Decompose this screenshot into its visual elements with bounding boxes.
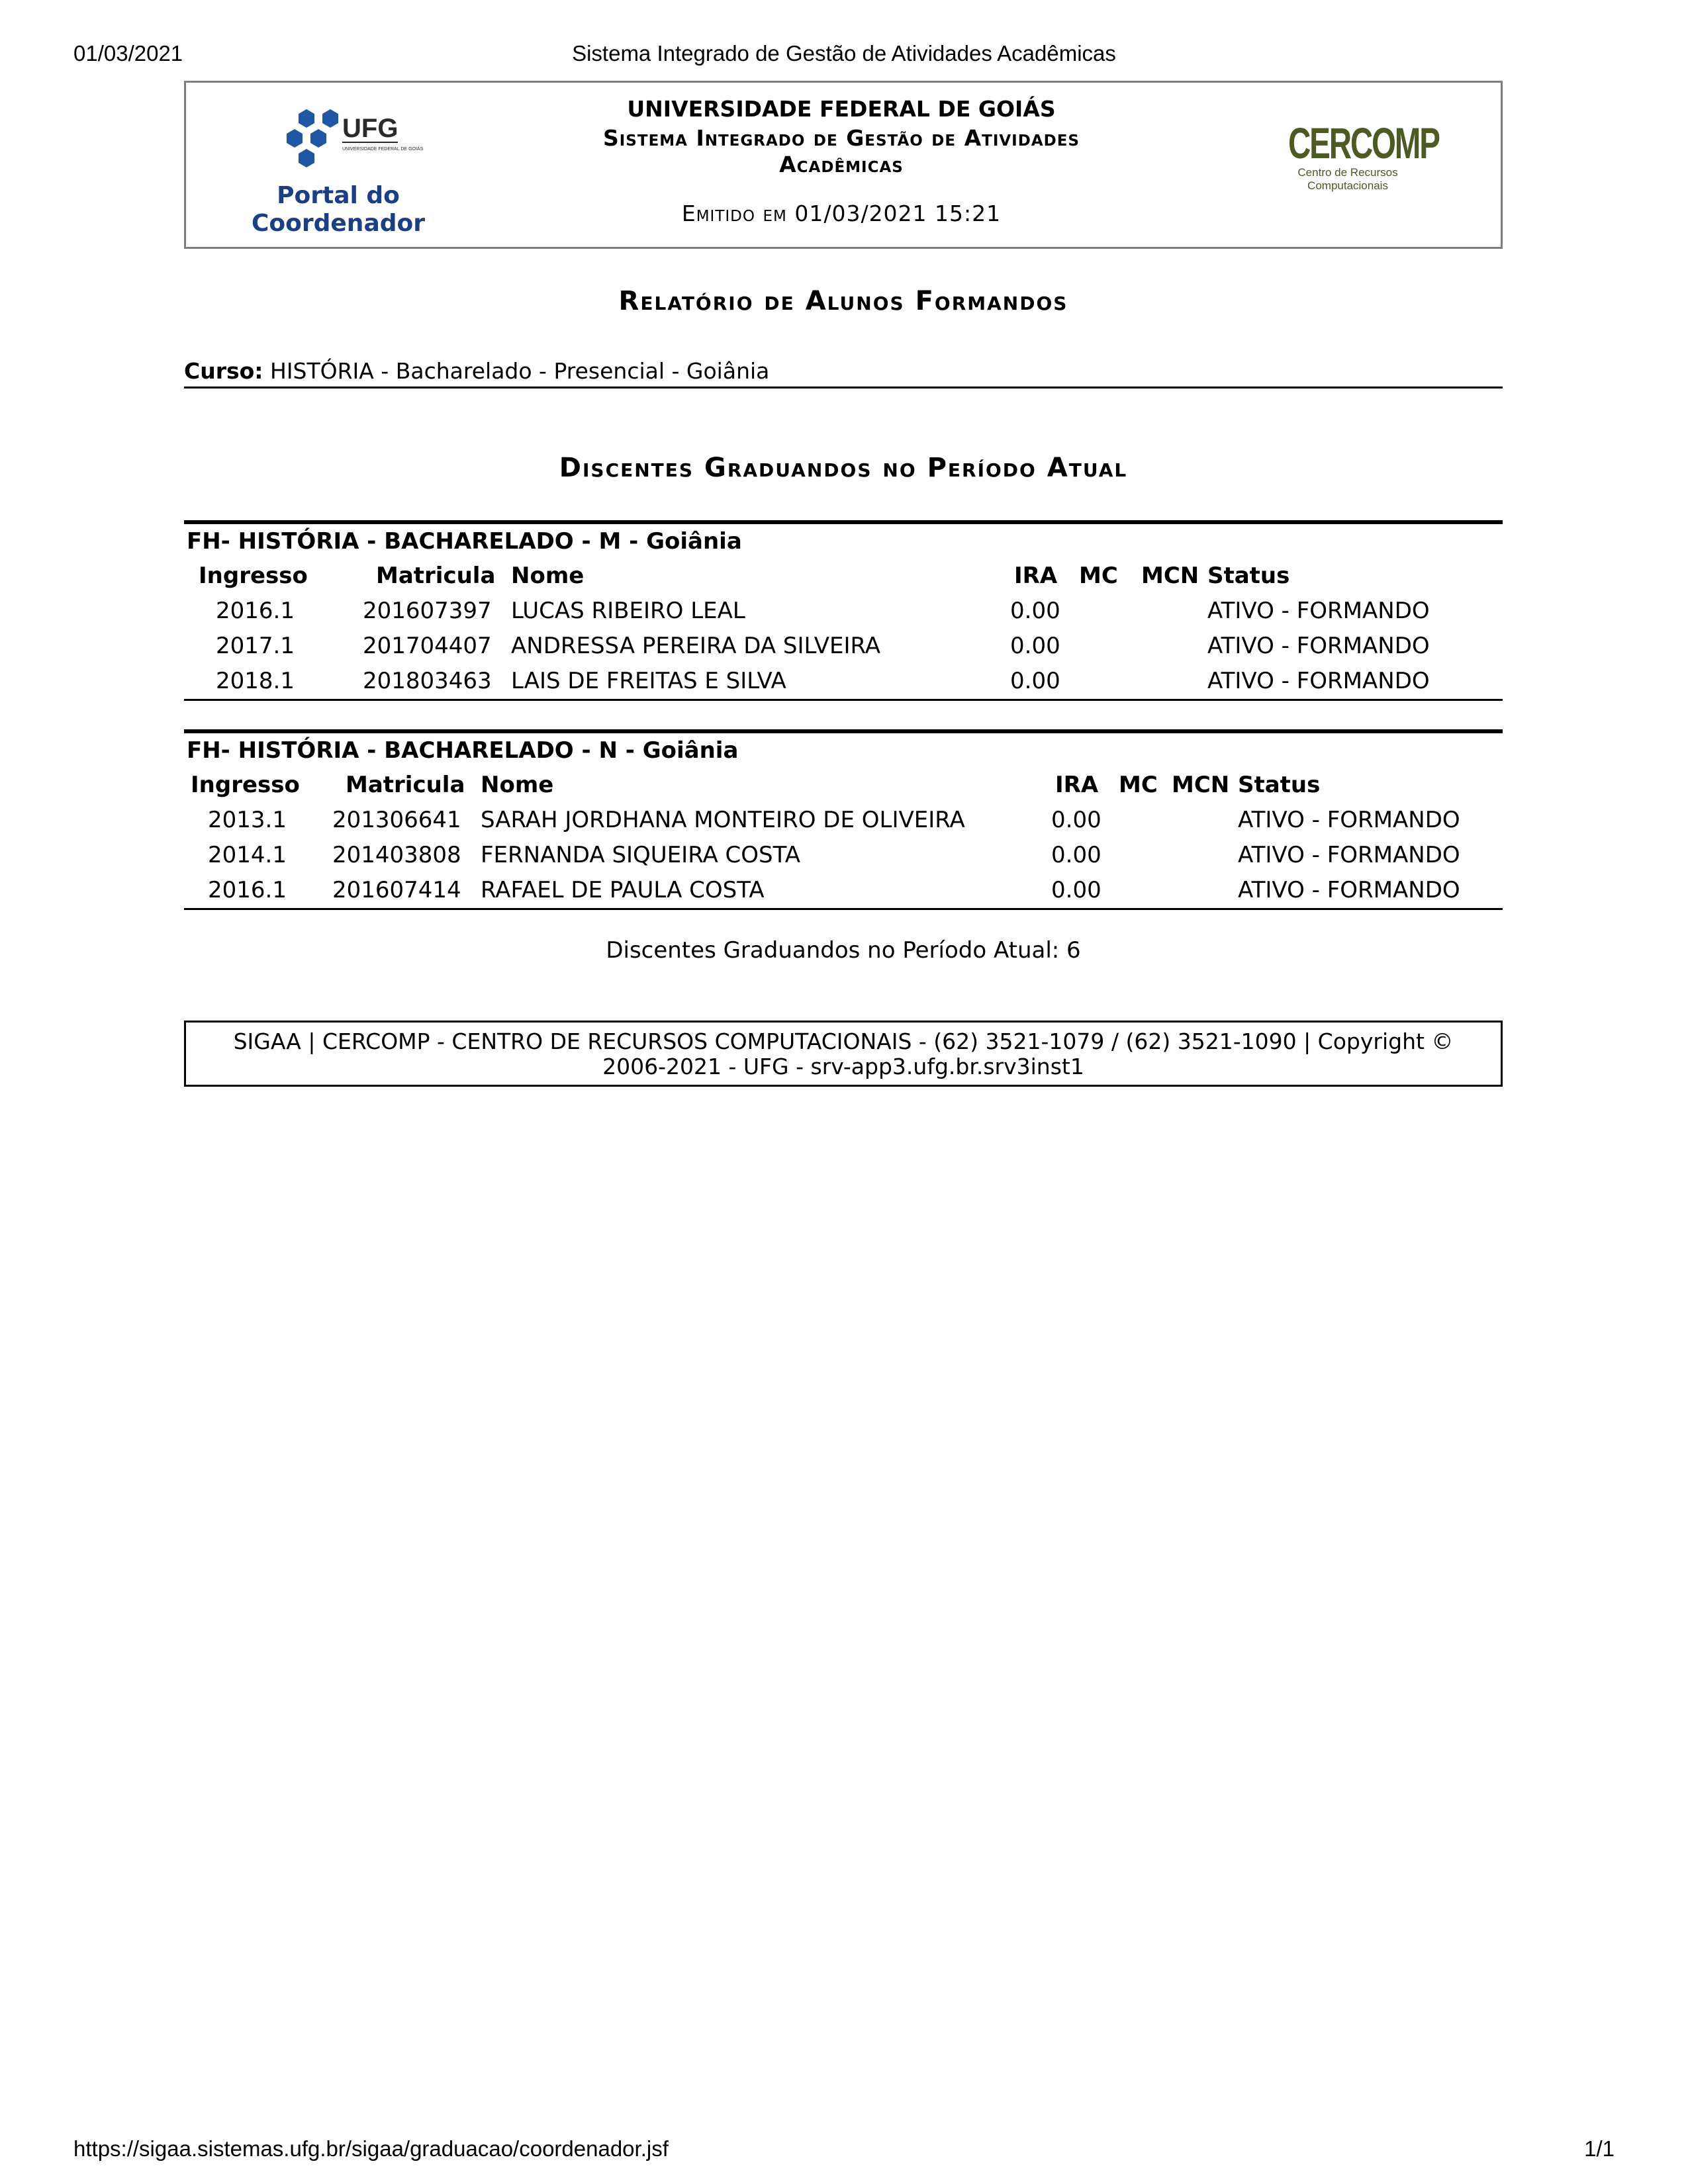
print-footer — [0, 2136, 1688, 2163]
cell-status: ATIVO - FORMANDO — [1207, 633, 1430, 659]
ufg-logo-text: UFG — [342, 114, 399, 143]
cell-ingresso: 2013.1 — [208, 807, 287, 833]
emitted-value: 01/03/2021 15:21 — [794, 201, 1002, 226]
portal-label — [226, 182, 451, 238]
print-page-number: 1/1 — [1584, 2136, 1615, 2161]
cell-matricula: 201607397 — [363, 598, 492, 624]
print-page-title: Sistema Integrado de Gestão de Atividades Acadêmicas — [572, 41, 1116, 66]
table-row — [184, 838, 1503, 873]
col-mc: MC — [1079, 563, 1118, 589]
col-mcn: MCN — [1141, 563, 1199, 589]
cell-ira: 0.00 — [1051, 807, 1102, 833]
cell-nome: LAIS DE FREITAS E SILVA — [511, 668, 786, 694]
table-row — [184, 873, 1503, 908]
footer-line1: SIGAA | CERCOMP - CENTRO DE RECURSOS COMPUTACIONAIS - (62) 3521-1079 / (62) 3521-1090 | Copyright © — [233, 1028, 1454, 1054]
cell-nome: RAFAEL DE PAULA COSTA — [481, 877, 765, 903]
report-title: Relatório de Alunos Formandos — [618, 286, 1068, 316]
col-ira: IRA — [1055, 772, 1099, 798]
cell-nome: FERNANDA SIQUEIRA COSTA — [481, 842, 800, 868]
emitted-date — [517, 201, 1166, 226]
cell-matricula: 201607414 — [332, 877, 461, 903]
cell-ingresso: 2016.1 — [216, 598, 295, 624]
cell-ingresso: 2017.1 — [216, 633, 295, 659]
table-row — [184, 594, 1503, 629]
cell-nome: LUCAS RIBEIRO LEAL — [511, 598, 745, 624]
graduates-summary: Discentes Graduandos no Período Atual: 6 — [606, 937, 1081, 964]
print-date: 01/03/2021 — [73, 41, 183, 66]
cell-status: ATIVO - FORMANDO — [1207, 598, 1430, 624]
cell-status: ATIVO - FORMANDO — [1238, 807, 1460, 833]
curso-line — [184, 356, 1503, 388]
cell-matricula: 201306641 — [332, 807, 461, 833]
ufg-logo-subtext: UNIVERSIDADE FEDERAL DE GOIÁS — [342, 147, 424, 152]
cercomp-logo — [1265, 118, 1439, 193]
system-line2: Acadêmicas — [779, 152, 904, 177]
emitted-label: Emitido em — [681, 201, 787, 226]
portal-line2: Coordenador — [251, 210, 425, 237]
table-row — [184, 664, 1503, 699]
cell-ira: 0.00 — [1010, 668, 1060, 694]
cell-status: ATIVO - FORMANDO — [1207, 668, 1430, 694]
group-table-n — [184, 729, 1503, 910]
cercomp-name: CERCOMP — [1288, 118, 1439, 167]
cell-matricula: 201403808 — [332, 842, 461, 868]
report-header-box — [184, 81, 1503, 249]
curso-label: Curso: — [184, 358, 263, 384]
table-header-row — [184, 768, 1503, 803]
footer-line2: 2006-2021 - UFG - srv-app3.ufg.br.srv3inst1 — [602, 1054, 1084, 1079]
cell-status: ATIVO - FORMANDO — [1238, 877, 1460, 903]
group-table-m — [184, 520, 1503, 701]
system-name — [517, 125, 1166, 178]
system-line1: Sistema Integrado de Gestão de Atividades — [602, 125, 1080, 151]
col-ira: IRA — [1014, 563, 1058, 589]
col-ingresso: Ingresso — [199, 563, 308, 589]
col-mc: MC — [1119, 772, 1158, 798]
cell-ira: 0.00 — [1051, 877, 1102, 903]
col-status: Status — [1207, 563, 1290, 589]
cell-ira: 0.00 — [1010, 598, 1060, 624]
cell-ingresso: 2016.1 — [208, 877, 287, 903]
col-status: Status — [1238, 772, 1321, 798]
col-ingresso: Ingresso — [191, 772, 300, 798]
cercomp-subtitle: Centro de Recursos Computacionais — [1297, 166, 1398, 192]
group-title: FH- HISTÓRIA - BACHARELADO - M - Goiânia — [187, 528, 742, 555]
ufg-logo — [279, 107, 424, 171]
cell-nome: SARAH JORDHANA MONTEIRO DE OLIVEIRA — [481, 807, 965, 833]
cell-ingresso: 2018.1 — [216, 668, 295, 694]
cell-ira: 0.00 — [1051, 842, 1102, 868]
sigaa-footer — [184, 1021, 1503, 1087]
print-url: https://sigaa.sistemas.ufg.br/sigaa/graduacao/coordenador.jsf — [73, 2136, 669, 2161]
col-matricula: Matricula — [376, 563, 496, 589]
curso-value: HISTÓRIA - Bacharelado - Presencial - Goiânia — [270, 358, 770, 384]
table-row — [184, 629, 1503, 664]
table-header-row — [184, 559, 1503, 594]
section-title: Discentes Graduandos no Período Atual — [559, 453, 1128, 483]
group-title: FH- HISTÓRIA - BACHARELADO - N - Goiânia — [187, 737, 739, 764]
cell-matricula: 201704407 — [363, 633, 492, 659]
cell-status: ATIVO - FORMANDO — [1238, 842, 1460, 868]
col-matricula: Matricula — [346, 772, 465, 798]
university-name: UNIVERSIDADE FEDERAL DE GOIÁS — [627, 96, 1056, 122]
cell-nome: ANDRESSA PEREIRA DA SILVEIRA — [511, 633, 881, 659]
cell-ira: 0.00 — [1010, 633, 1060, 659]
cell-matricula: 201803463 — [363, 668, 492, 694]
col-mcn: MCN — [1172, 772, 1230, 798]
print-header — [0, 41, 1688, 68]
col-nome: Nome — [511, 563, 585, 589]
col-nome: Nome — [481, 772, 554, 798]
cell-ingresso: 2014.1 — [208, 842, 287, 868]
table-row — [184, 803, 1503, 838]
portal-line1: Portal do — [277, 182, 400, 209]
